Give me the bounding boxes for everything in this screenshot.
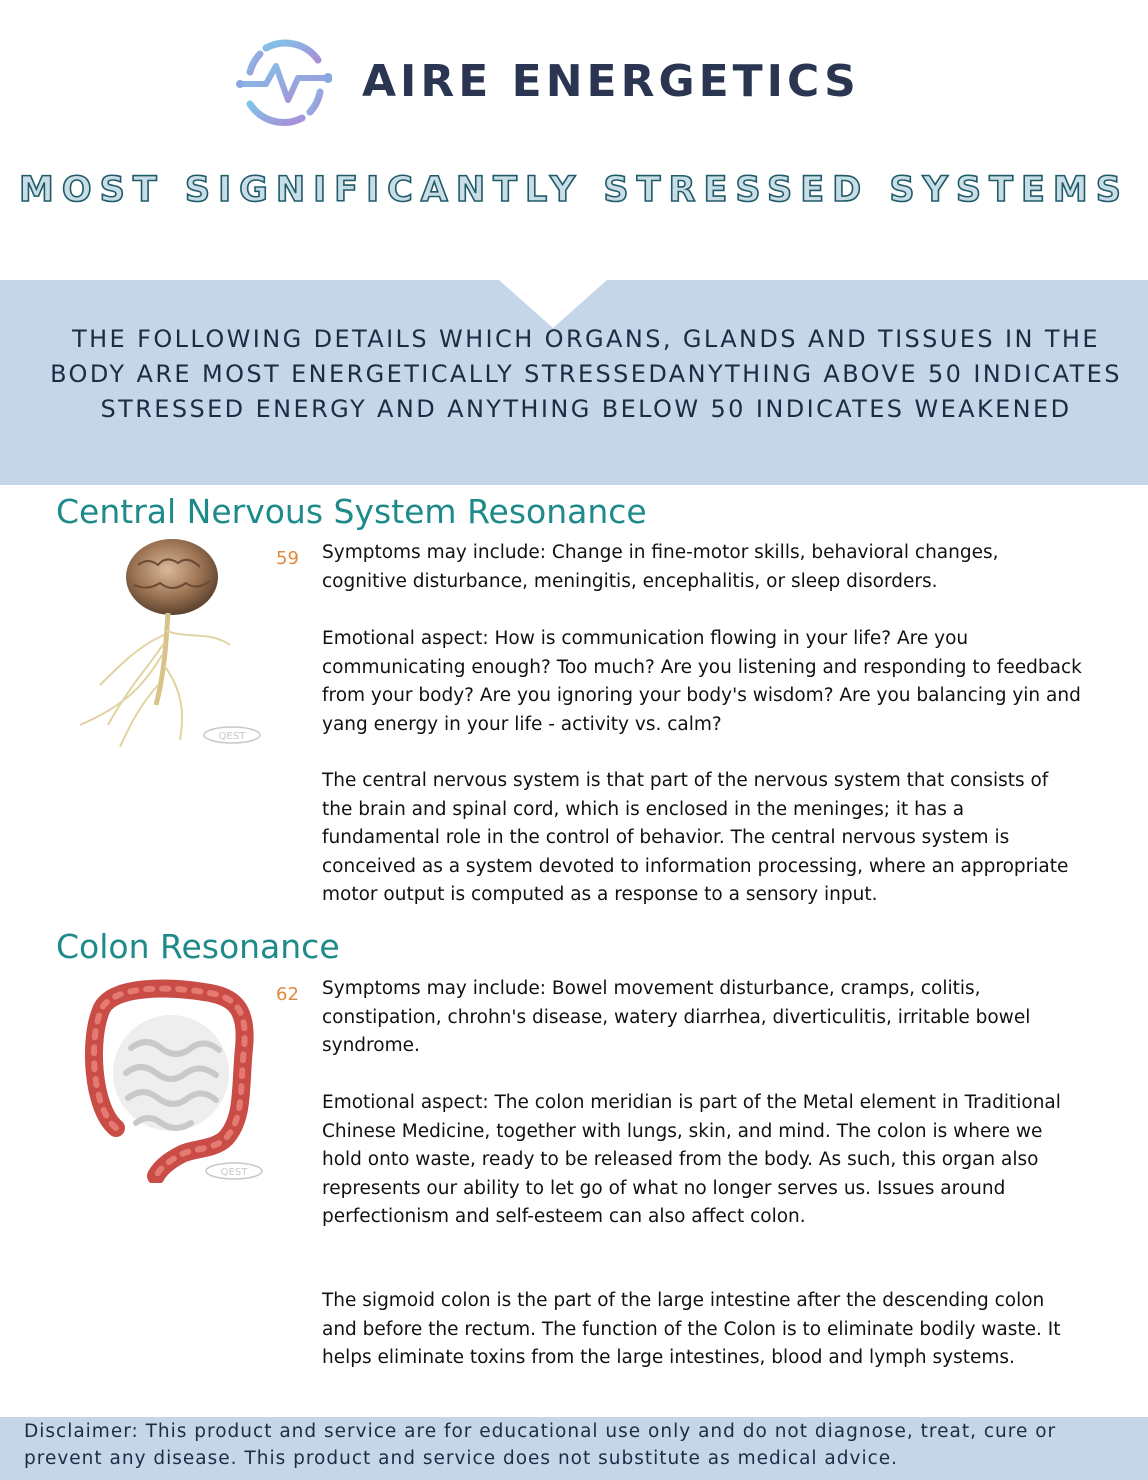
cns-emotional-text: Emotional aspect: How is communication flowing in your life? Are you communicating enough? Too much? Are you listening and responding to feedback from your body? Are you ignoring your body's wisdom? Are you balancing yin and yang energy in your life - activity vs. calm? (322, 628, 1082, 735)
cns-emotional (322, 625, 1082, 739)
disclaimer-text: Disclaimer: This product and service are for educational use only and do not diagnose, treat, cure or prevent any disease. This product and service does not substitute as medical advice. (24, 1421, 1057, 1469)
brain-nervous-system-image (60, 535, 270, 750)
banner-notch (499, 280, 607, 328)
watermark-text: QEST (218, 731, 246, 742)
brand-name: AIRE ENERGETICS (362, 56, 860, 107)
colon-symptoms (322, 975, 1082, 1061)
score-cns: 59 (276, 548, 299, 569)
watermark-text: QEST (220, 1167, 248, 1178)
section-title-colon: Colon Resonance (56, 927, 340, 966)
cns-description (322, 767, 1082, 910)
cns-description-text: The central nervous system is that part of the nervous system that consists of the brain and spinal cord, which is enclosed in the meninges; it has a fundamental role in the control of behavior. The central nervous system is conceived as a system devoted to information processing, where an appropriate motor output is computed as a response to a sensory input. (322, 770, 1069, 905)
aire-energetics-logo-icon (236, 34, 332, 130)
colon-emotional-text: Emotional aspect: The colon meridian is part of the Metal element in Traditional Chinese Medicine, together with lungs, skin, and mind. The colon is where we hold onto waste, ready to be released from the body. As such, this organ also represents our ability to let go of what no longer serves us. Issues around perfectionism and self-esteem can also affect colon. (322, 1092, 1061, 1227)
colon-image (76, 978, 271, 1183)
intro-text: THE FOLLOWING DETAILS WHICH ORGANS, GLANDS AND TISSUES IN THE BODY ARE MOST ENERGETICALLY STRESSEDANYTHING ABOVE 50 INDICATES STRESSED ENERGY AND ANYTHING BELOW 50 INDICATES WEAKENED (50, 325, 1122, 423)
colon-description (322, 1287, 1082, 1373)
cns-symptoms (322, 539, 1082, 596)
page-title: MOST SIGNIFICANTLY STRESSED SYSTEMS (19, 170, 1129, 210)
cns-symptoms-text: Symptoms may include: Change in fine-motor skills, behavioral changes, cognitive disturbance, meningitis, encephalitis, or sleep disorders. (322, 542, 999, 592)
score-colon: 62 (276, 984, 299, 1005)
colon-symptoms-text: Symptoms may include: Bowel movement disturbance, cramps, colitis, constipation, chrohn's disease, watery diarrhea, diverticulitis, irritable bowel syndrome. (322, 978, 1031, 1056)
colon-emotional (322, 1089, 1082, 1232)
colon-description-text: The sigmoid colon is the part of the large intestine after the descending colon and before the rectum. The function of the Colon is to eliminate bodily waste. It helps eliminate toxins from the large intestines, blood and lymph systems. (322, 1290, 1061, 1368)
section-title-cns: Central Nervous System Resonance (56, 492, 647, 531)
